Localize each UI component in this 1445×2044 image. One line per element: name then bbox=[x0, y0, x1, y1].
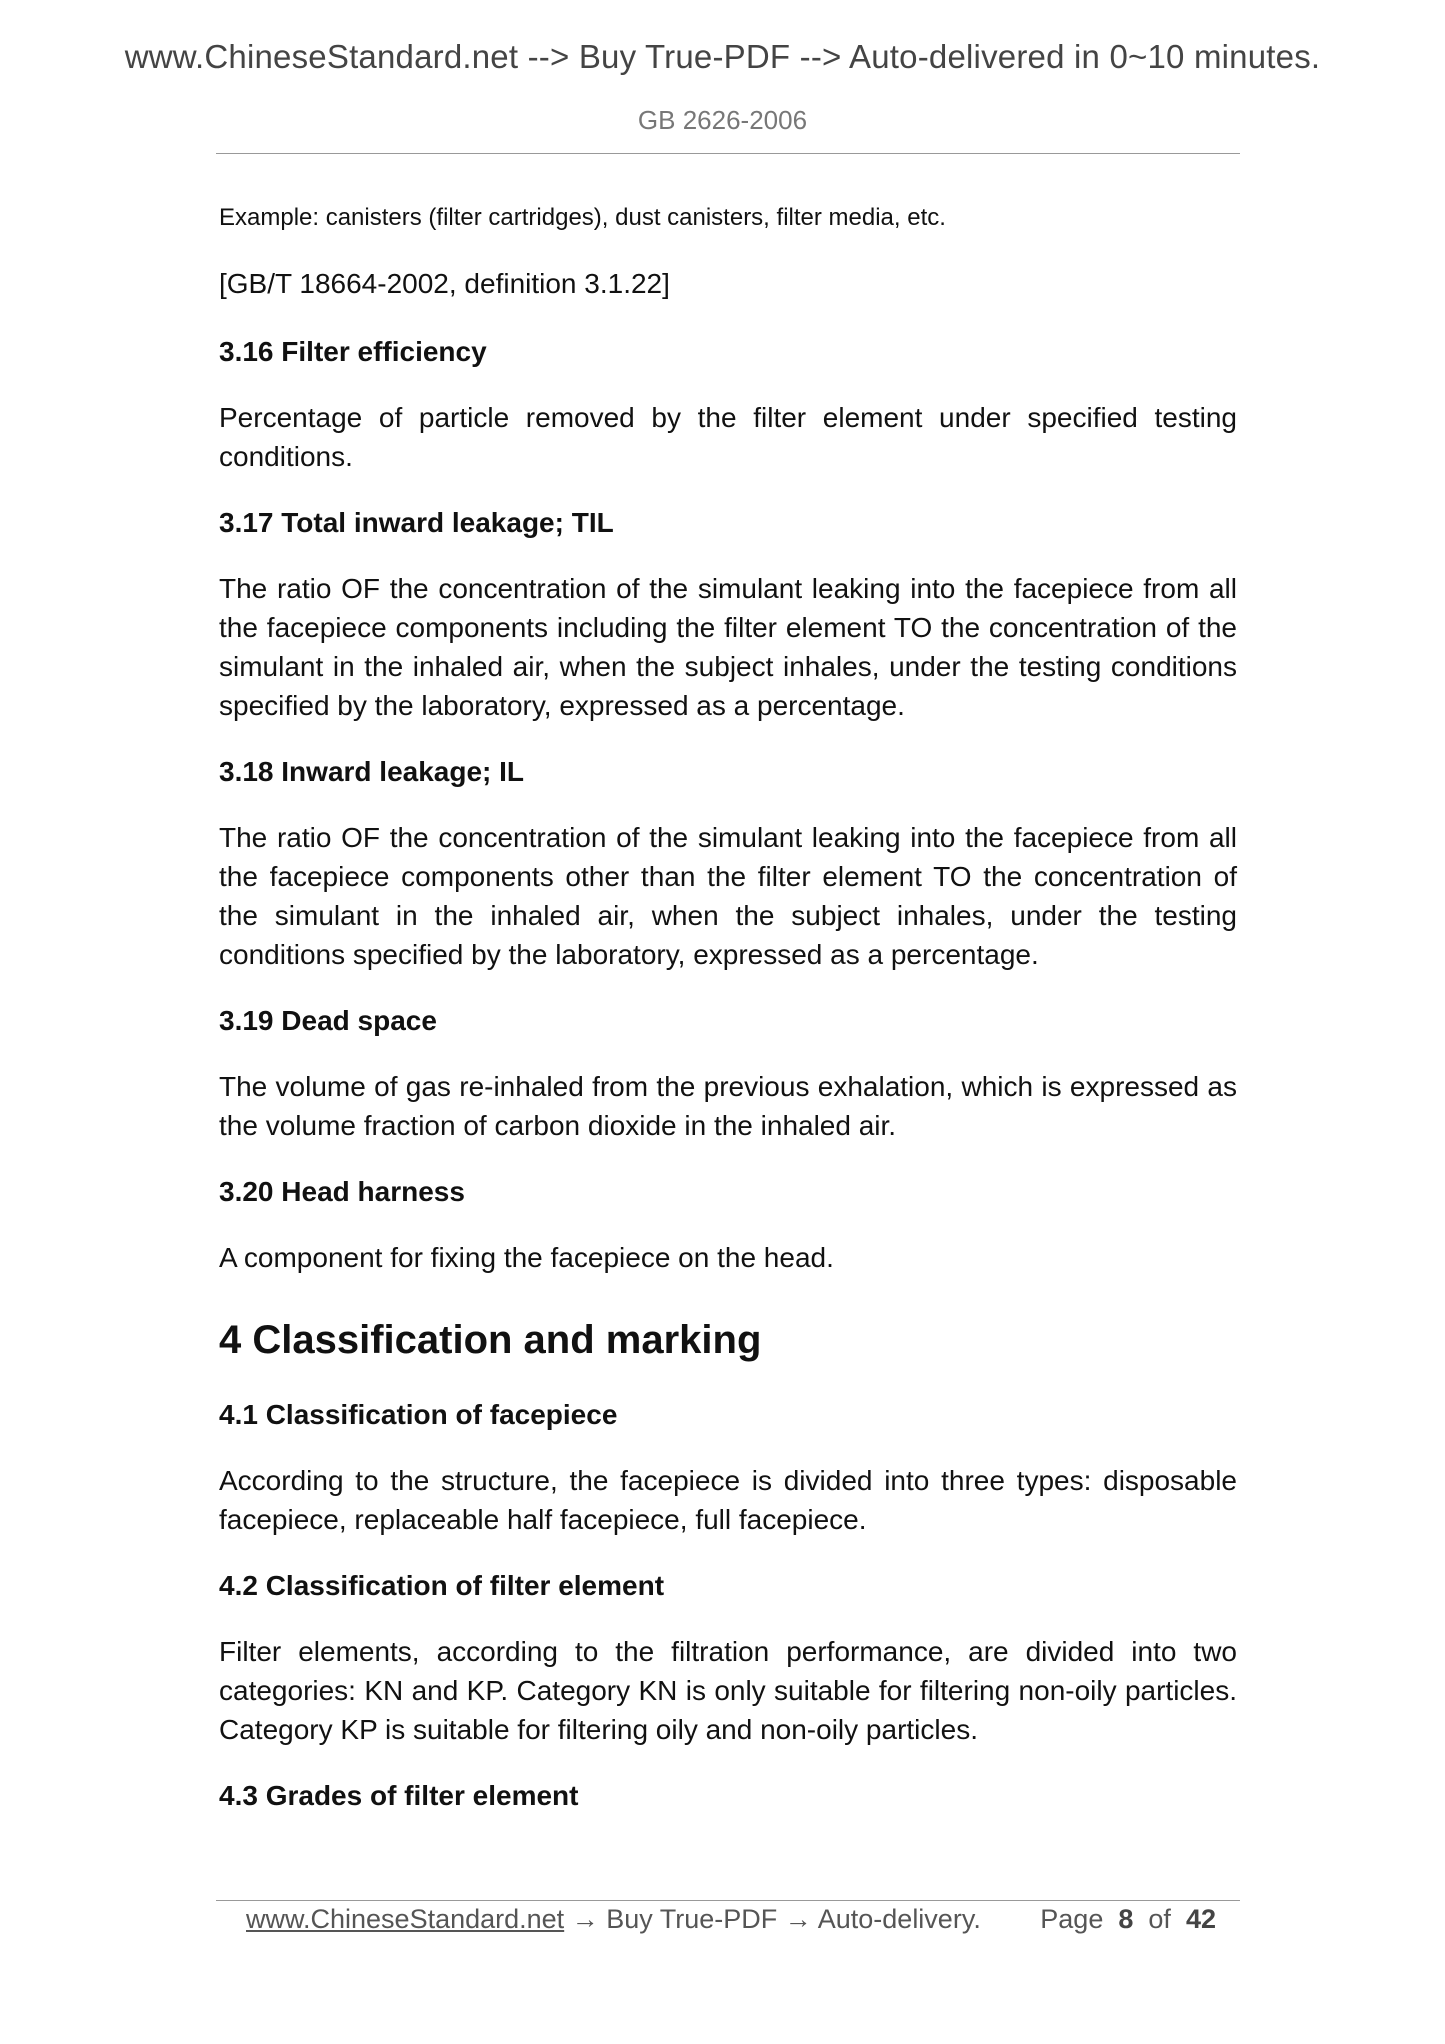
paragraph-3-19: The volume of gas re-inhaled from the previous exhalation, which is expressed as the volume fraction of carbon dioxide in the inhaled air. bbox=[219, 1071, 1237, 1141]
of-label: of bbox=[1148, 1904, 1171, 1934]
footer-link[interactable]: www.ChineseStandard.net bbox=[246, 1904, 565, 1934]
page-label: Page bbox=[1040, 1904, 1104, 1934]
paragraph-3-18: The ratio OF the concentration of the simulant leaking into the facepiece from all the facepiece components other than the filter element TO the concentration of the simulant in the inhaled air, when the subject inhales, under the testing conditions specified by the laboratory, expressed as a percentage. bbox=[219, 822, 1237, 970]
top-banner: www.ChineseStandard.net --> Buy True-PDF --> Auto-delivered in 0~10 minutes. bbox=[124, 38, 1321, 75]
heading-4-2: 4.2 Classification of filter element bbox=[219, 1570, 665, 1601]
heading-3-19: 3.19 Dead space bbox=[219, 1005, 437, 1036]
heading-4-1: 4.1 Classification of facepiece bbox=[219, 1399, 618, 1430]
paragraph-3-20: A component for fixing the facepiece on the head. bbox=[219, 1242, 834, 1273]
footer-divider bbox=[216, 1900, 1240, 1901]
page-footer bbox=[246, 1904, 1216, 1944]
page-number: 8 bbox=[1118, 1904, 1134, 1934]
example-text: Example: canisters (filter cartridges), dust canisters, filter media, etc. bbox=[219, 204, 946, 231]
paragraph-4-2: Filter elements, according to the filtration performance, are divided into two categories: KN and KP. Category KN is only suitable for filtering non-oily particles. Category KP is suitable for filtering oily and non-oily particles. bbox=[219, 1636, 1237, 1745]
page-content bbox=[219, 200, 1237, 1815]
reference-text: [GB/T 18664-2002, definition 3.1.22] bbox=[219, 268, 670, 299]
footer-promo bbox=[246, 1904, 981, 1935]
paragraph-3-17: The ratio OF the concentration of the simulant leaking into the facepiece from all the facepiece components including the filter element TO the concentration of the simulant in the inhaled air, when the subject inhales, under the testing conditions specified by the laboratory, expressed as a percentage. bbox=[219, 573, 1237, 721]
heading-3-20: 3.20 Head harness bbox=[219, 1176, 465, 1207]
page-total: 42 bbox=[1185, 1904, 1216, 1934]
paragraph-3-16: Percentage of particle removed by the filter element under specified testing conditions. bbox=[219, 402, 1237, 472]
page-indicator bbox=[1040, 1904, 1216, 1935]
header-divider bbox=[216, 153, 1240, 154]
heading-3-16: 3.16 Filter efficiency bbox=[219, 336, 487, 367]
heading-3-18: 3.18 Inward leakage; IL bbox=[219, 756, 525, 787]
footer-promo-text: → Buy True-PDF → Auto-delivery. bbox=[564, 1904, 981, 1934]
heading-3-17: 3.17 Total inward leakage; TIL bbox=[219, 507, 614, 538]
heading-4-3: 4.3 Grades of filter element bbox=[219, 1780, 579, 1811]
paragraph-4-1: According to the structure, the facepiece is divided into three types: disposable facepiece, replaceable half facepiece, full facepiece. bbox=[219, 1465, 1237, 1535]
document-id: GB 2626-2006 bbox=[637, 105, 808, 135]
heading-4: 4 Classification and marking bbox=[219, 1318, 762, 1362]
